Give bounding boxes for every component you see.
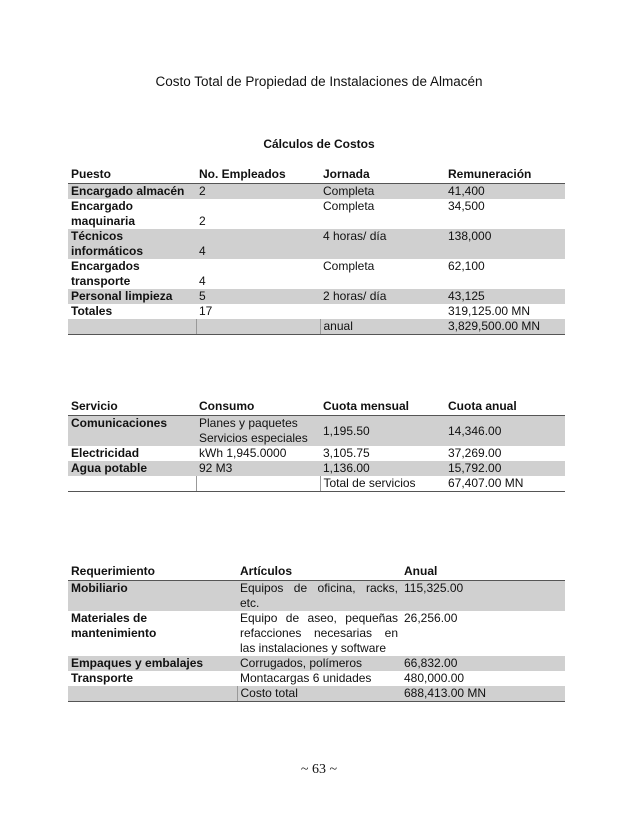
- consumo-cell: kWh 1,945.0000: [199, 446, 287, 460]
- empleados-cell: 4: [196, 229, 320, 259]
- annual-label: anual: [320, 319, 445, 335]
- table-row: [68, 446, 565, 461]
- table-header-row: [68, 563, 565, 581]
- anual-cell: 15,792.00: [445, 461, 565, 476]
- mensual-cell: 1,195.50: [320, 416, 445, 447]
- requirements-cost-table: [68, 563, 565, 702]
- table-row: [68, 184, 565, 200]
- column-header: Servicio: [68, 398, 196, 416]
- empleados-cell: 5: [196, 289, 320, 304]
- column-header: Jornada: [320, 166, 445, 184]
- table-row: [68, 229, 565, 259]
- page-title: Costo Total de Propiedad de Instalaciones de Almacén: [155, 74, 483, 89]
- totals-row: [68, 304, 565, 319]
- articulos-cell: Equipos de oficina, racks, etc.: [237, 581, 401, 612]
- articulos-cell: Montacargas 6 unidades: [240, 671, 372, 685]
- anual-cell: 115,325.00: [401, 581, 565, 612]
- requerimiento-cell: Transporte: [71, 671, 134, 685]
- anual-cell: 14,346.00: [445, 416, 565, 447]
- services-cost-table: [68, 398, 565, 492]
- total-row: [68, 686, 565, 702]
- total-value: 67,407.00 MN: [445, 476, 565, 492]
- jornada-cell: Completa: [320, 184, 445, 200]
- empleados-cell: 2: [196, 184, 320, 200]
- table-row: [68, 416, 565, 447]
- annual-value: 3,829,500.00 MN: [445, 319, 565, 335]
- anual-cell: 37,269.00: [448, 446, 502, 460]
- section-title: Cálculos de Costos: [263, 137, 375, 151]
- requerimiento-cell: Empaques y embalajes: [68, 656, 237, 671]
- requerimiento-cell: Materiales de mantenimiento: [71, 611, 157, 640]
- total-row: [68, 476, 565, 492]
- total-label: Total de servicios: [320, 476, 445, 492]
- servicio-cell: Electricidad: [71, 446, 140, 460]
- total-value: 688,413.00 MN: [401, 686, 565, 702]
- jornada-cell: 4 horas/ día: [320, 229, 445, 259]
- table-row: [68, 461, 565, 476]
- remuneracion-cell: 34,500: [448, 199, 485, 213]
- requerimiento-cell: Mobiliario: [68, 581, 237, 612]
- table-row: [68, 656, 565, 671]
- consumo-cell: Planes y paquetes Servicios especiales: [196, 416, 320, 447]
- annual-row: [68, 319, 565, 335]
- puesto-cell: Encargados transporte: [71, 259, 140, 288]
- mensual-cell: 3,105.75: [323, 446, 370, 460]
- column-header: Artículos: [237, 563, 401, 581]
- column-header: Puesto: [68, 166, 196, 184]
- totals-remuneracion: 319,125.00 MN: [448, 304, 531, 318]
- jornada-cell: 2 horas/ día: [320, 289, 445, 304]
- column-header: No. Empleados: [196, 166, 320, 184]
- column-header: Consumo: [196, 398, 320, 416]
- servicio-cell: Comunicaciones: [68, 416, 196, 447]
- table-row: [68, 199, 565, 229]
- staff-cost-table: [68, 166, 565, 335]
- empleados-cell: 4: [199, 274, 206, 288]
- puesto-cell: Personal limpieza: [68, 289, 196, 304]
- remuneracion-cell: 43,125: [445, 289, 565, 304]
- anual-cell: 480,000.00: [404, 671, 465, 685]
- table-header-row: [68, 166, 565, 184]
- servicio-cell: Agua potable: [68, 461, 196, 476]
- remuneracion-cell: 62,100: [448, 259, 485, 273]
- remuneracion-cell: 41,400: [445, 184, 565, 200]
- totals-empleados: 17: [199, 304, 213, 318]
- table-row: [68, 671, 565, 686]
- puesto-cell: Encargado almacén: [68, 184, 196, 200]
- articulos-cell: Corrugados, polímeros: [237, 656, 401, 671]
- empleados-cell: 2: [199, 214, 206, 228]
- mensual-cell: 1,136.00: [320, 461, 445, 476]
- remuneracion-cell: 138,000: [445, 229, 565, 259]
- table-row: [68, 611, 565, 656]
- column-header: Cuota anual: [445, 398, 565, 416]
- column-header: Cuota mensual: [320, 398, 445, 416]
- articulos-cell: Equipo de aseo, pequeñas refacciones necesarias en las instalaciones y software: [240, 611, 398, 655]
- consumo-cell: 92 M3: [196, 461, 320, 476]
- table-row: [68, 259, 565, 289]
- puesto-cell: Encargado maquinaria: [71, 199, 136, 228]
- table-header-row: [68, 398, 565, 416]
- anual-cell: 26,256.00: [404, 611, 458, 625]
- anual-cell: 66,832.00: [401, 656, 565, 671]
- table-row: [68, 581, 565, 612]
- total-label: Costo total: [237, 686, 401, 702]
- column-header: Remuneración: [445, 166, 565, 184]
- totals-label: Totales: [71, 304, 113, 318]
- jornada-cell: Completa: [323, 259, 375, 273]
- jornada-cell: Completa: [323, 199, 375, 213]
- puesto-cell: Técnicos informáticos: [68, 229, 196, 259]
- column-header: Anual: [401, 563, 565, 581]
- column-header: Requerimiento: [68, 563, 237, 581]
- table-row: [68, 289, 565, 304]
- page-number: ~ 63 ~: [300, 762, 338, 777]
